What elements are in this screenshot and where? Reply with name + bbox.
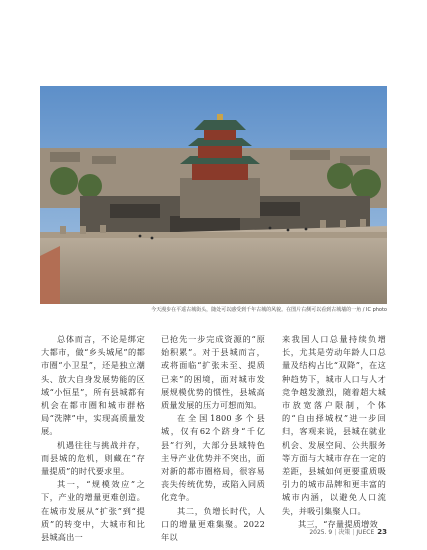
text-column-1	[41, 333, 145, 544]
text-column-2	[161, 333, 265, 544]
paragraph: 已抢先一步完成资源的“原始积累”。对于县城而言，或将面临“扩张未至、提质已来”的困境，面对城市发展规模优势的惯性，县城高质量发展的压力可想而知。	[161, 334, 265, 411]
page-footer: 2025. 9 | 决策 | JUECE 23	[309, 528, 387, 536]
magazine-name-en: JUECE	[356, 529, 375, 536]
paragraph: 机遇往往与挑战并存，而县城的危机，则藏在“存量提质”的时代要求里。	[41, 439, 145, 477]
issue-date: 2025. 9	[309, 529, 333, 536]
paragraph: 总体而言，不论是绑定大都市，做“乡头城尾”的都市圈“小卫星”，还是独立潮头、放大自身发展势能的区域“小恒星”，所有县城都有机会在都市圈和城市群格局“洗牌”中，实现高质量发展。	[41, 334, 145, 437]
paragraph: 其一，“规模效应”之下，产业的增量更难创造。在城市发展从“扩张”到“提质”的转变中，大城市和比县城高出一	[41, 479, 145, 543]
paragraph: 来我国人口总量持续负增长，尤其是劳动年龄人口总量及结构占比“双降”，在这种趋势下，城市人口与人才竞争越发激烈，随着超大城市放宽落户限制，个体的“自由择城权”进一步回归，客观来说，县城在就业机会、发展空间、公共服务等方面与大城市存在一定的差距，县城如何更要重质吸引力的城市品牌和更丰富的城市内涵，以避免人口流失，并吸引集聚人口。	[282, 334, 386, 516]
page-number: 23	[377, 528, 387, 536]
photo-caption: 今天漫步在平遥古城街头，随处可以感受到千年古城的风貌。在图片右侧可以看到古城墙的一角 / IC photo	[151, 307, 387, 313]
paragraph: 在全国1800多个县城，仅有62个跻身“千亿县”行列，大部分县域特色主导产业优势并不突出，面对新的都市圈格局，很容易丧失传统优势，或陷入同质化竞争。	[161, 413, 265, 503]
paragraph: 其二，负增长时代，人口的增量更难集聚。2022年以	[161, 505, 265, 543]
magazine-name: 决策	[338, 529, 351, 536]
city-gate-tower-photo	[40, 86, 387, 304]
city-gate-tower-illustration	[40, 86, 387, 304]
paragraph: 其三，“存量提质增效	[298, 518, 378, 529]
text-column-3	[282, 333, 386, 531]
